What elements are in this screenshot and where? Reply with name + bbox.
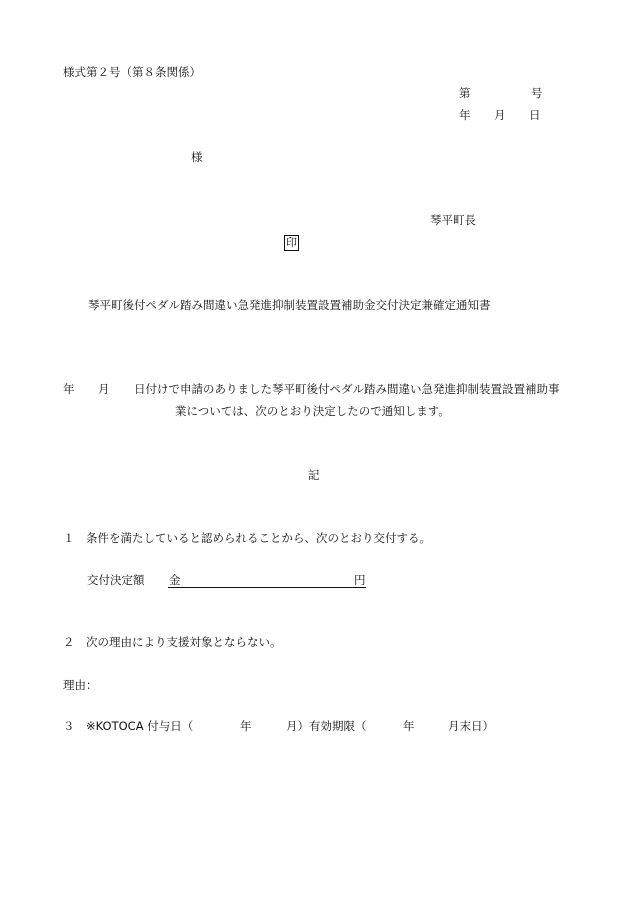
doc-date-year: 年	[459, 108, 471, 122]
body-line1: 日付けで申請のありました琴平町後付ペダル踏み間違い急発進抑制装置設置補助事	[134, 382, 560, 396]
doc-date-month: 月	[494, 108, 506, 122]
amount-en: 円	[354, 573, 366, 587]
body-month: 月	[98, 382, 110, 396]
reason-label: 理由：	[63, 678, 98, 692]
doc-number-dai: 第	[459, 86, 471, 100]
amount-label: 交付決定額	[87, 573, 145, 587]
item3-number: ３	[63, 719, 75, 733]
form-label: 様式第２号（第８条関係）	[63, 65, 201, 79]
item3-year1: 年	[240, 719, 252, 733]
body-line2: 業については、次のとおり決定したので通知します。	[175, 404, 450, 418]
item2-number: ２	[63, 635, 75, 649]
sender-name: 琴平町長	[430, 213, 476, 227]
item1-number: １	[63, 531, 75, 545]
item3-suffix: 月末日）	[448, 719, 494, 733]
seal-mark	[284, 235, 299, 251]
item3-mid: 月）有効期限（	[286, 719, 367, 733]
seal-text: 印	[286, 236, 297, 249]
doc-date-day: 日	[529, 108, 541, 122]
body-year: 年	[63, 382, 75, 396]
item1-text: 条件を満たしていると認められることから、次のとおり交付する。	[86, 531, 431, 545]
ki-heading: 記	[308, 468, 320, 482]
item2-text: 次の理由により支援対象とならない。	[86, 635, 282, 649]
amount-underline	[168, 573, 366, 588]
document-title: 琴平町後付ペダル踏み間違い急発進抑制装置設置補助金交付決定兼確定通知書	[88, 298, 491, 312]
item3-year2: 年	[403, 719, 415, 733]
amount-kin: 金	[169, 573, 181, 587]
doc-number-go: 号	[531, 86, 543, 100]
item3-prefix: ※KOTOCA 付与日（	[86, 719, 194, 733]
addressee-suffix: 様	[191, 150, 203, 164]
